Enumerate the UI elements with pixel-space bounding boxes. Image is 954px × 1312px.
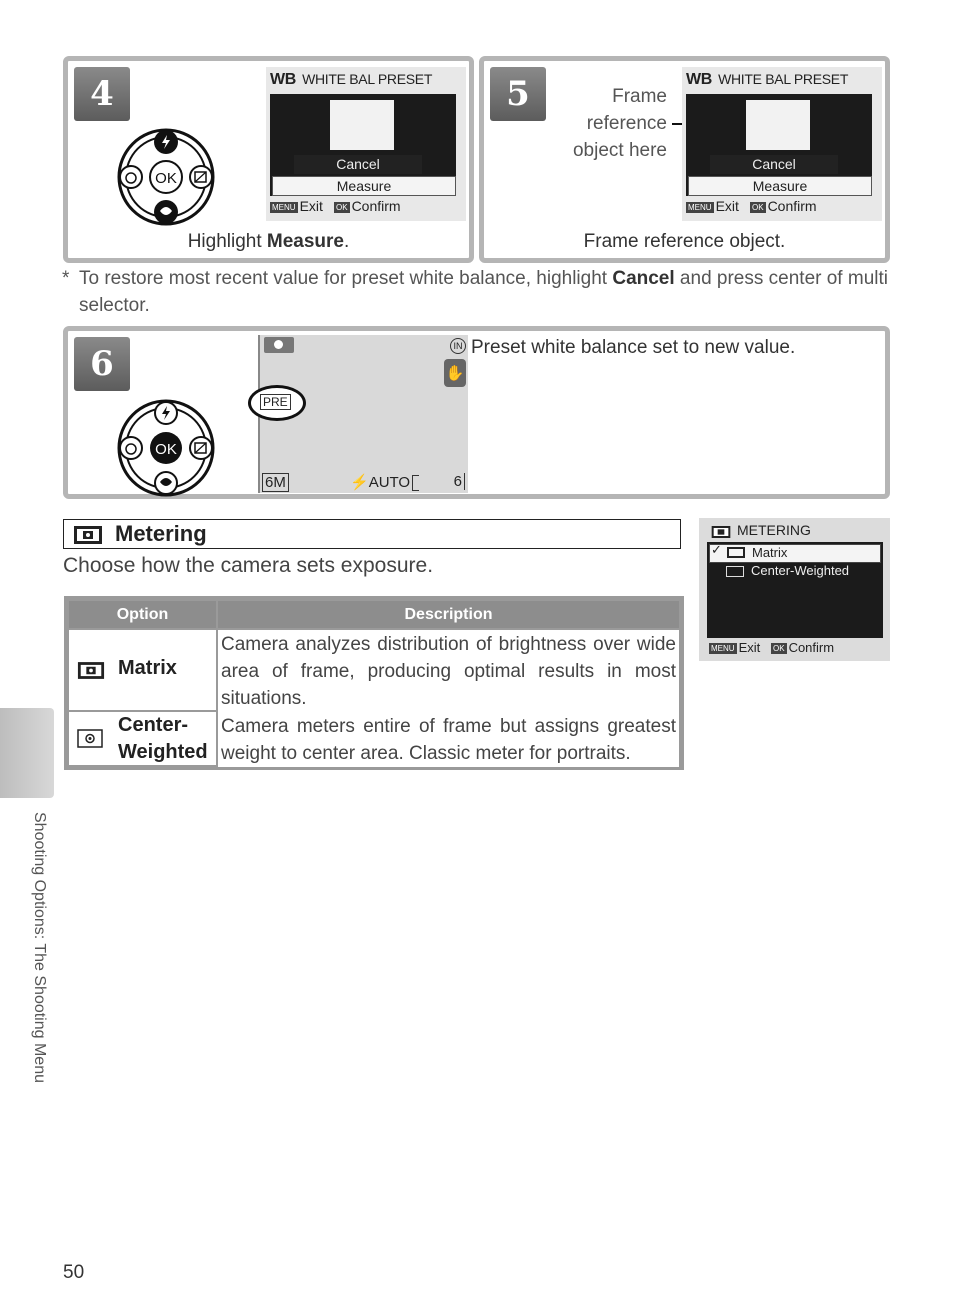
pre-label: PRE [260,394,291,410]
step-number: 6 [74,337,130,391]
wb-icon: WB [270,71,297,88]
menu-item-matrix: ✓ Matrix [709,544,881,563]
step5-caption: Frame reference object. [583,231,786,252]
menu-tag: MENU [688,202,712,212]
option-name: Matrix [118,657,177,679]
step-number: 5 [490,67,546,121]
step6-description: Preset white balance set to new value. [471,337,796,358]
confirm-label: Confirm [351,198,401,214]
multi-selector-icon [116,398,216,498]
center-weighted-icon [726,566,744,577]
ok-tag: OK [752,202,764,212]
lcd-screen [682,67,882,221]
step5-panel [479,56,890,263]
page-number: 50 [63,1262,85,1283]
step-number: 4 [74,67,130,121]
lcd-screen [266,67,466,221]
matrix-metering-icon [73,525,103,545]
wb-icon: WB [686,71,713,88]
lcd-title: METERING [737,522,811,538]
cancel-item: Cancel [710,155,838,174]
multi-selector-icon [116,127,216,227]
image-size-label: 6M [262,473,289,492]
option-description: Camera analyzes distribution of brightness over wide area of frame, producing optimal results in most situations. [218,630,679,712]
matrix-metering-icon [77,661,105,680]
section-tab [0,708,54,798]
step4-caption: Highlight Measure. [187,231,350,252]
menu-tag: MENU [711,644,735,654]
frames-remaining: 6 [454,473,465,490]
camera-icon [264,337,294,353]
battery-icon [412,475,419,491]
menu-tag: MENU [272,202,296,212]
callout-text: Frame reference object here [572,86,667,161]
exit-label: Exit [715,198,739,214]
step4-panel [63,56,474,263]
reference-frame [330,100,394,150]
metering-heading-box [63,519,681,549]
measure-item: Measure [688,176,872,196]
table-row [69,630,679,710]
asterisk: * [62,268,70,289]
measure-item: Measure [272,176,456,196]
exit-label: Exit [299,198,323,214]
center-weighted-icon [77,729,103,748]
step6-panel [63,326,890,499]
ok-tag: OK [773,644,785,654]
table-header-option: Option [69,601,216,628]
exit-label: Exit [738,640,761,655]
metering-lcd [699,518,890,661]
reference-frame [746,100,810,150]
metering-heading: Metering [115,521,207,546]
table-row [69,712,679,765]
note: * To restore most recent value for preset white balance, highlight Cancel and press center of multi selector. [62,265,892,319]
ok-label: OK [155,170,177,187]
lcd-title: WHITE BAL PRESET [302,71,433,87]
confirm-label: Confirm [767,198,817,214]
lcd-title: WHITE BAL PRESET [718,71,849,87]
matrix-icon [727,547,745,558]
check-icon: ✓ [711,543,722,558]
section-label: Shooting Options: The Shooting Menu [31,812,48,1083]
vibration-reduction-icon: ✋ [444,359,466,387]
internal-memory-icon: IN [450,338,466,354]
cancel-item: Cancel [294,155,422,174]
viewfinder-screen [258,335,468,493]
metering-icon [711,525,731,539]
options-table [64,596,684,770]
option-description: Camera meters entire of frame but assigns greatest weight to center area. Classic meter for portraits. [218,712,679,767]
metering-intro: Choose how the camera sets exposure. [63,554,434,577]
table-header-description: Description [218,601,679,628]
menu-item-center-weighted: Center-Weighted [709,563,879,580]
ok-tag: OK [336,202,348,212]
flash-mode-label: ⚡AUTO [350,474,411,491]
option-name: Center- Weighted [118,714,208,763]
ok-label: OK [155,441,177,458]
confirm-label: Confirm [788,640,835,655]
